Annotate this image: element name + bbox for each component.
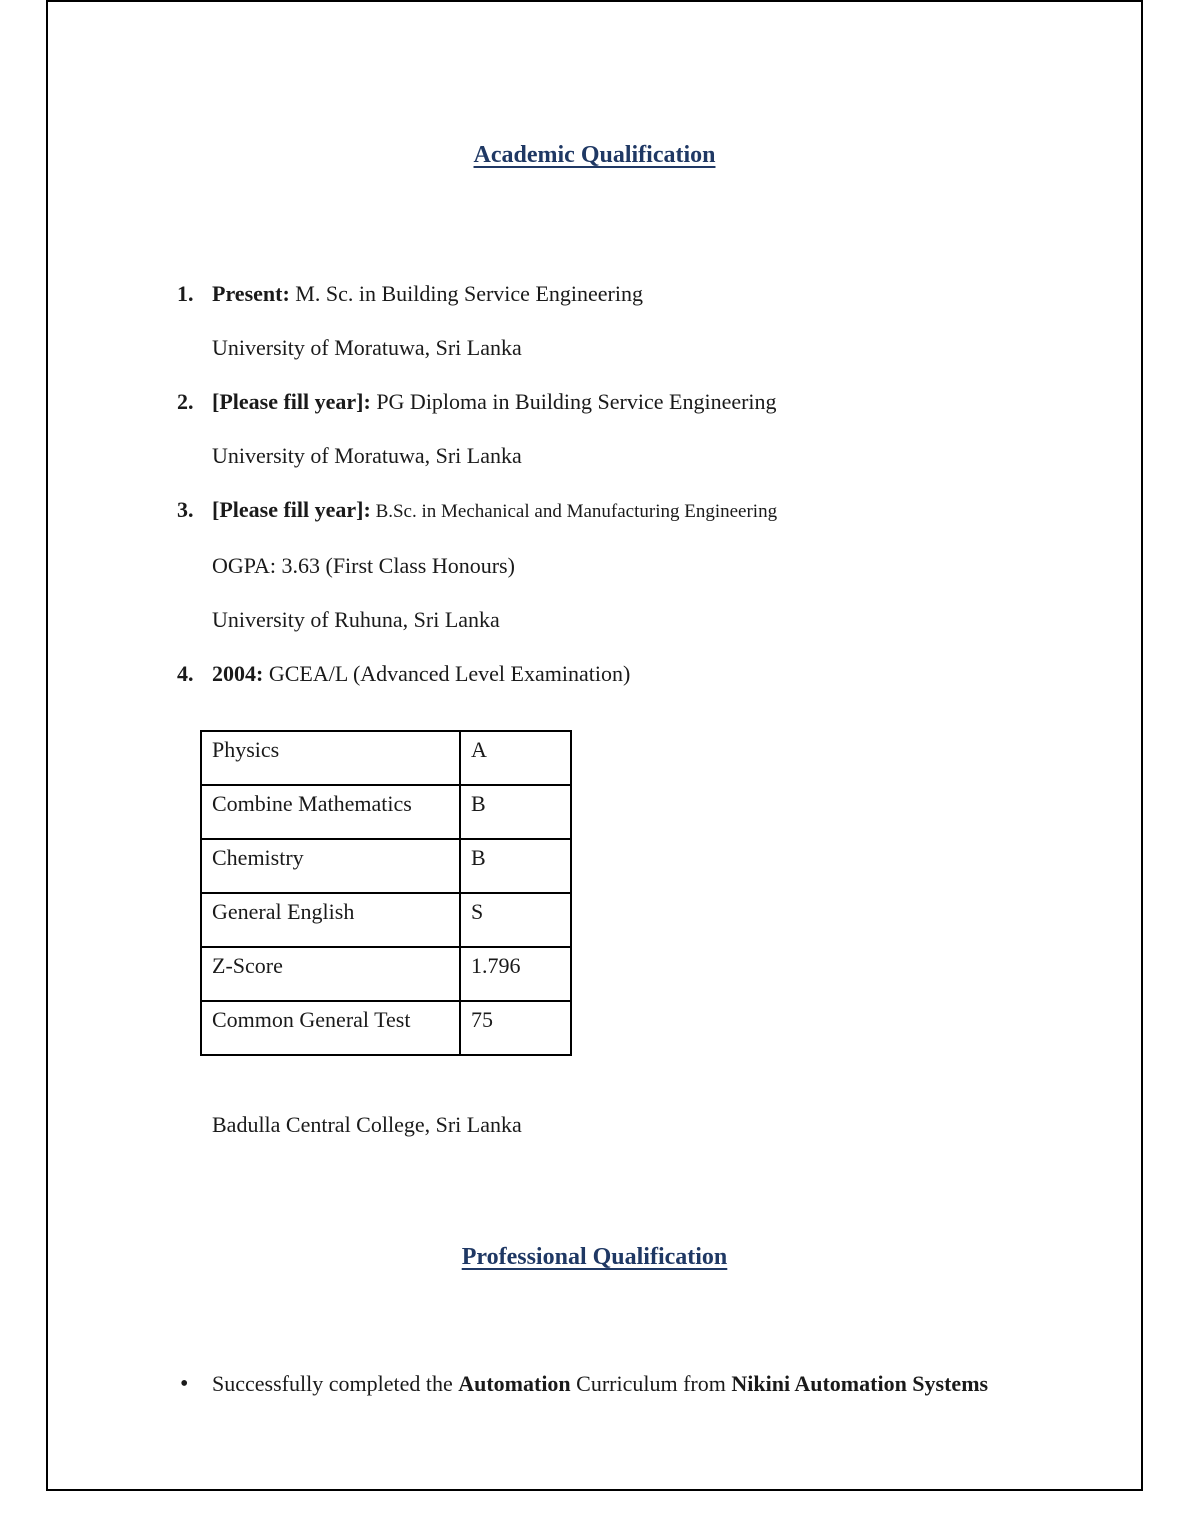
item-label: 2004: (212, 661, 264, 686)
academic-list (48, 267, 1141, 701)
item-label: [Please fill year]: (212, 497, 371, 522)
list-item-3-line-2: OGPA: 3.63 (First Class Honours) (212, 553, 515, 578)
document-page (46, 0, 1143, 1491)
bullet-marker: • (180, 1371, 189, 1397)
list-item-1 (48, 267, 1141, 321)
subject-cell: Z-Score (201, 947, 460, 1001)
grade-cell: 1.796 (460, 947, 571, 1001)
bullet-text-bold-2: Nikini Automation Systems (731, 1371, 989, 1396)
item-number: 1. (177, 281, 194, 306)
item-number: 4. (177, 661, 194, 686)
list-item-3 (48, 483, 1141, 539)
table-row (201, 947, 571, 1001)
grade-cell: B (460, 785, 571, 839)
subject-cell: Physics (201, 731, 460, 785)
grade-cell: 75 (460, 1001, 571, 1055)
professional-qualification-heading: Professional Qualification (461, 1244, 728, 1270)
item-number: 2. (177, 389, 194, 414)
grade-cell: B (460, 839, 571, 893)
subject-cell: General English (201, 893, 460, 947)
grade-cell: S (460, 893, 571, 947)
item-label: Present: (212, 281, 290, 306)
subject-cell: Chemistry (201, 839, 460, 893)
item-text: PG Diploma in Building Service Engineering (370, 389, 777, 414)
academic-qualification-heading: Academic Qualification (473, 142, 716, 168)
list-item-3-line-3: University of Ruhuna, Sri Lanka (212, 607, 500, 632)
grades-table (200, 730, 572, 1056)
list-item-4 (48, 647, 1141, 701)
item-label: [Please fill year]: (212, 389, 371, 414)
subject-cell: Common General Test (201, 1001, 460, 1055)
item-text: B.Sc. in Mechanical and Manufacturing Engineering (370, 501, 778, 522)
bullet-text-part-1: Successfully completed the (212, 1371, 459, 1396)
grade-cell: A (460, 731, 571, 785)
table-row (201, 893, 571, 947)
item-text: M. Sc. in Building Service Engineering (289, 281, 643, 306)
list-item-2 (48, 375, 1141, 429)
item-number: 3. (177, 497, 194, 522)
list-item-1-line-2: University of Moratuwa, Sri Lanka (212, 335, 522, 360)
subject-cell: Combine Mathematics (201, 785, 460, 839)
item-text: GCEA/L (Advanced Level Examination) (263, 661, 631, 686)
school-line: Badulla Central College, Sri Lanka (212, 1112, 522, 1137)
list-item-2-line-2: University of Moratuwa, Sri Lanka (212, 443, 522, 468)
table-row (201, 785, 571, 839)
table-row (201, 839, 571, 893)
table-row (201, 1001, 571, 1055)
bullet-text-bold-1: Automation (458, 1371, 571, 1396)
professional-bullet-item (48, 1357, 1141, 1411)
table-row (201, 731, 571, 785)
bullet-text-part-2: Curriculum from (570, 1371, 732, 1396)
